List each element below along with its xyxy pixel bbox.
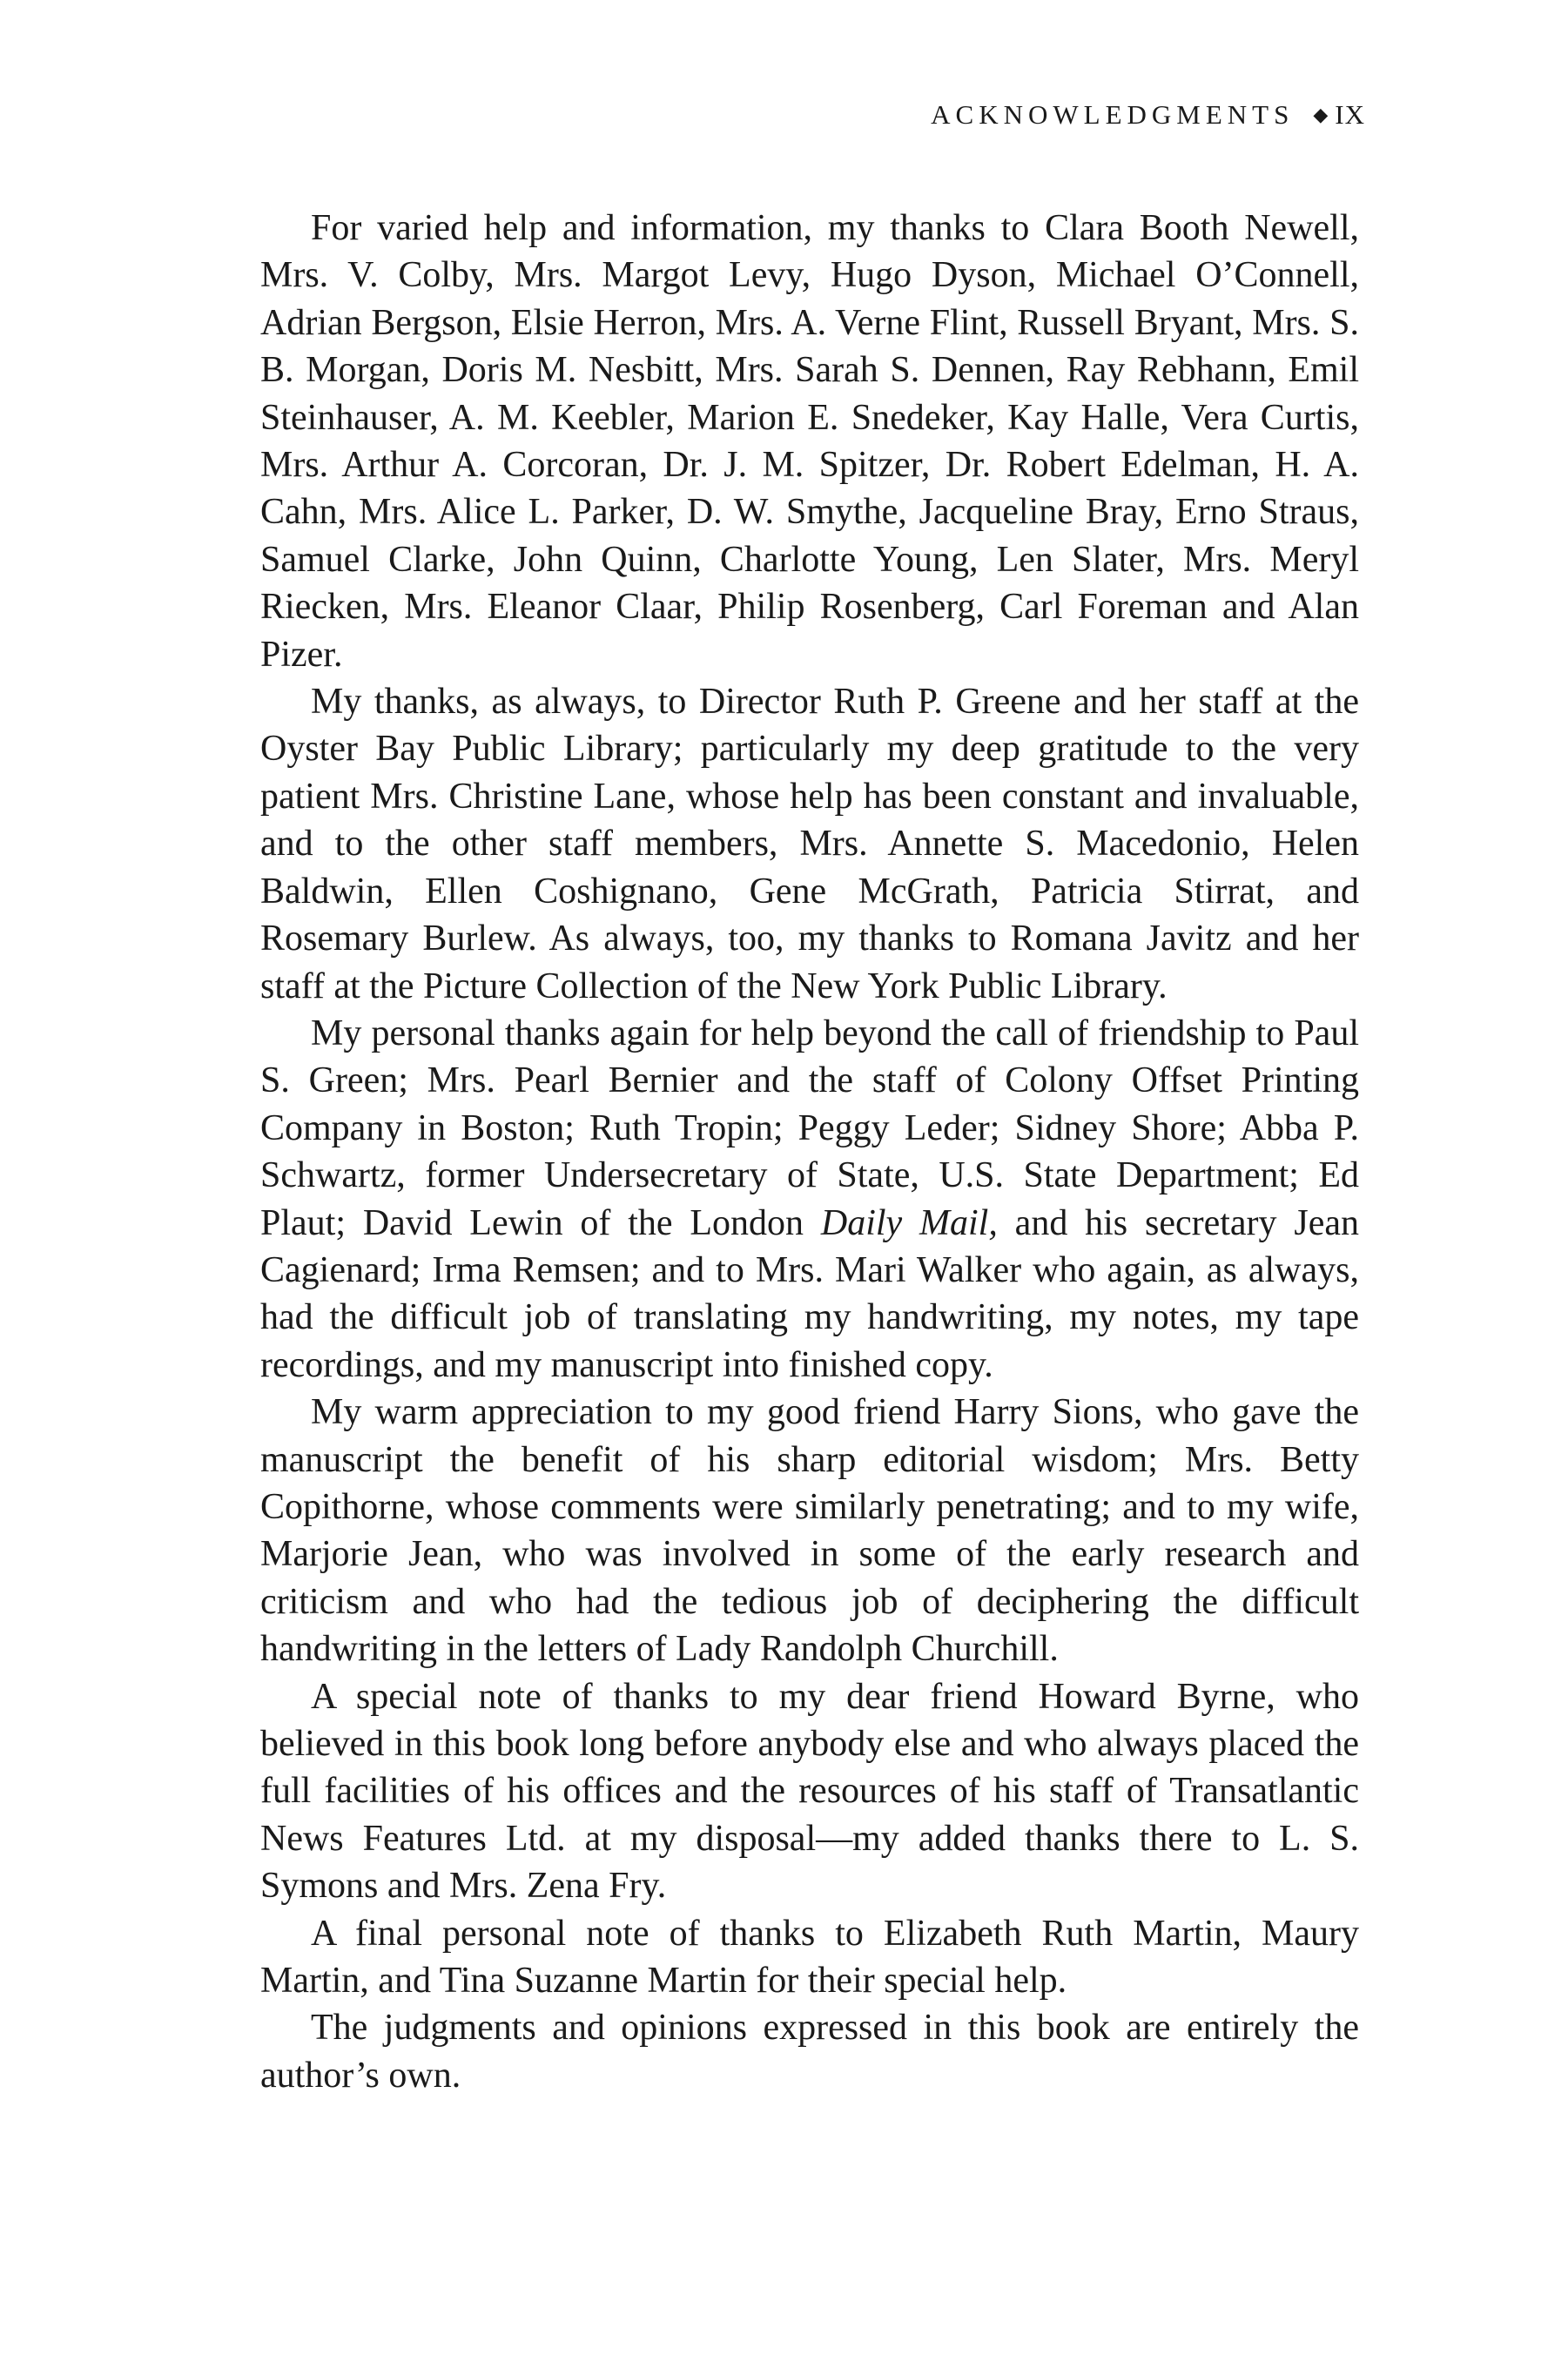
page-number: IX <box>1335 99 1365 130</box>
paragraph-personal-thanks-start: My personal thanks again for help beyond the call of friendship to Paul S. Green; Mrs. Pearl Bernier and the staff of Colony Offset Printing Company in Boston; Ruth Tropin; Peggy Leder; Sidney Shore; Abba P. Schwartz, former Undersecretary of State, U.S. State Department; Ed Plaut; David Lewin of the London <box>260 1013 1359 1243</box>
paragraph-family-thanks: A final personal note of thanks to Elizabeth Ruth Martin, Maury Martin, and Tina Suzanne Martin for their special help. <box>260 1913 1359 2002</box>
paragraph-disclaimer: The judgments and opinions expressed in this book are entirely the author’s own. <box>260 2008 1359 2096</box>
paragraph-general-thanks: For varied help and information, my thanks to Clara Booth Newell, Mrs. V. Colby, Mrs. Margot Levy, Hugo Dyson, Michael O’Connell, Adrian Bergson, Elsie Herron, Mrs. A. Verne Flint, Russell Bryant, Mrs. S. B. Morgan, Doris M. Nesbitt, Mrs. Sarah S. Dennen, Ray Rebhann, Emil Steinhauser, A. M. Keebler, Marion E. Snedeker, Kay Halle, Vera Curtis, Mrs. Arthur A. Corcoran, Dr. J. M. Spitzer, Dr. Robert Edelman, H. A. Cahn, Mrs. Alice L. Parker, D. W. Smythe, Jacqueline Bray, Erno Straus, Samuel Clarke, John Quinn, Charlotte Young, Len Slater, Mrs. Meryl Riecken, Mrs. Eleanor Claar, Philip Rosenberg, Carl Foreman and Alan Pizer. <box>260 208 1359 675</box>
paragraph-personal-thanks-end: and his secretary Jean Cagienard; Irma Remsen; and to Mrs. Mari Walker who again, as always, had the difficult job of translating my handwriting, my notes, my tape recordings, and my manuscript into finished copy. <box>260 1202 1359 1385</box>
running-head <box>931 101 1365 128</box>
paragraph-library-thanks: My thanks, as always, to Director Ruth P. Greene and her staff at the Oyster Bay Public Library; particularly my deep gratitude to the very patient Mrs. Christine Lane, whose help has been constant and invaluable, and to the other staff members, Mrs. Annette S. Macedonio, Helen Baldwin, Ellen Coshignano, Gene McGrath, Patricia Stirrat, and Rosemary Burlew. As always, too, my thanks to Romana Javitz and her staff at the Picture Collection of the New York Public Library. <box>260 682 1359 1006</box>
paragraph-special-thanks: A special note of thanks to my dear friend Howard Byrne, who believed in this book long before anybody else and who always placed the full facilities of his offices and the resources of his staff of Transatlantic News Features Ltd. at my disposal—my added thanks there to L. S. Symons and Mrs. Zena Fry. <box>260 1676 1359 1907</box>
paragraph-personal-thanks <box>260 1010 1359 1389</box>
section-title: ACKNOWLEDGMENTS <box>931 99 1295 130</box>
newspaper-title: Daily Mail, <box>820 1202 998 1243</box>
acknowledgments-text <box>260 205 1359 2099</box>
paragraph-editorial-thanks: My warm appreciation to my good friend Harry Sions, who gave the manuscript the benefit of his sharp editorial wisdom; Mrs. Betty Copithorne, whose comments were similarly penetrating; and to my wife, Marjorie Jean, who was involved in some of the early research and criticism and who had the tedious job of deciphering the difficult handwriting in the letters of Lady Randolph Churchill. <box>260 1392 1359 1670</box>
diamond-ornament-icon: ◆ <box>1313 104 1329 125</box>
